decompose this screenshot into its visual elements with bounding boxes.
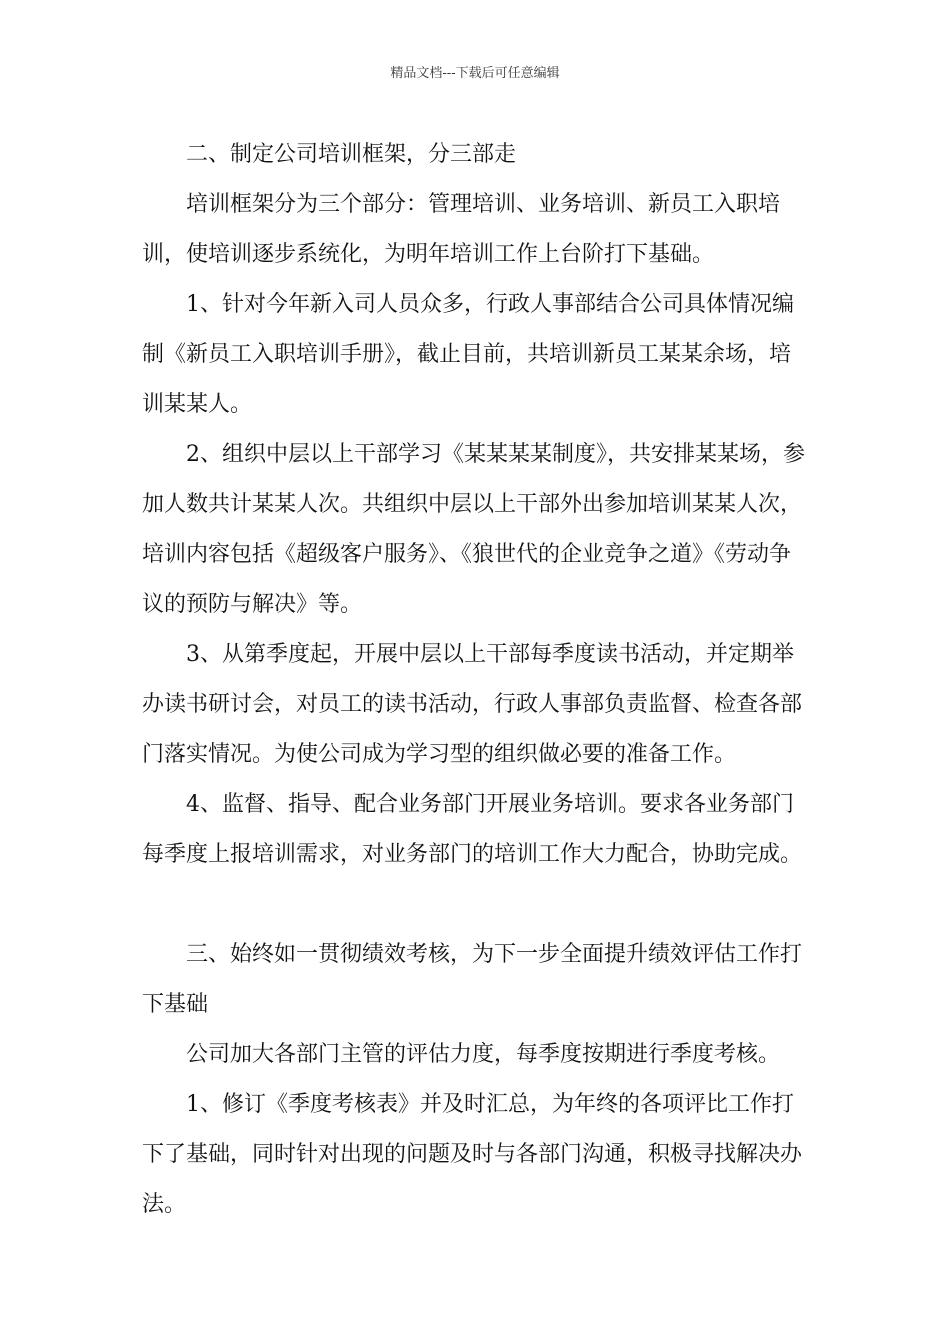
document-body [142, 130, 810, 1230]
section-spacer [142, 880, 810, 930]
section-2-item-2: 2、组织中层以上干部学习《某某某某制度》，共安排某某场，参加人数共计某某人次。共组织中层以上干部外出参加培训某某人次，培训内容包括《超级客户服务》、《狼世代的企业竞争之道》《劳动争议的预防与解决》等。 [142, 442, 805, 617]
section-2-item-4: 4、监督、指导、配合业务部门开展业务培训。要求各业务部门每季度上报培训需求，对业务部门的培训工作大力配合，协助完成。 [142, 792, 803, 867]
section-2-item-1: 1、针对今年新入司人员众多，行政人事部结合公司具体情况编制《新员工入职培训手册》，截止目前，共培训新员工某某余场，培训某某人。 [142, 292, 794, 417]
section-2-title: 二、制定公司培训框架，分三部走 [186, 142, 517, 167]
section-3-intro: 公司加大各部门主管的评估力度，每季度按期进行季度考核。 [186, 1042, 781, 1067]
section-2-item-3: 3、从第季度起，开展中层以上干部每季度读书活动，并定期举办读书研讨会，对员工的读书活动，行政人事部负责监督、检查各部门落实情况。为使公司成为学习型的组织做必要的准备工作。 [142, 642, 803, 767]
section-3-item-1: 1、修订《季度考核表》并及时汇总，为年终的各项评比工作打下了基础，同时针对出现的问题及时与各部门沟通，积极寻找解决办法。 [142, 1092, 803, 1217]
section-2-intro: 培训框架分为三个部分：管理培训、业务培训、新员工入职培训，使培训逐步系统化，为明年培训工作上台阶打下基础。 [142, 192, 781, 267]
section-3-title: 三、始终如一贯彻绩效考核，为下一步全面提升绩效评估工作打下基础 [142, 942, 803, 1017]
page-header: 精品文档---下载后可任意编辑 [390, 66, 560, 81]
